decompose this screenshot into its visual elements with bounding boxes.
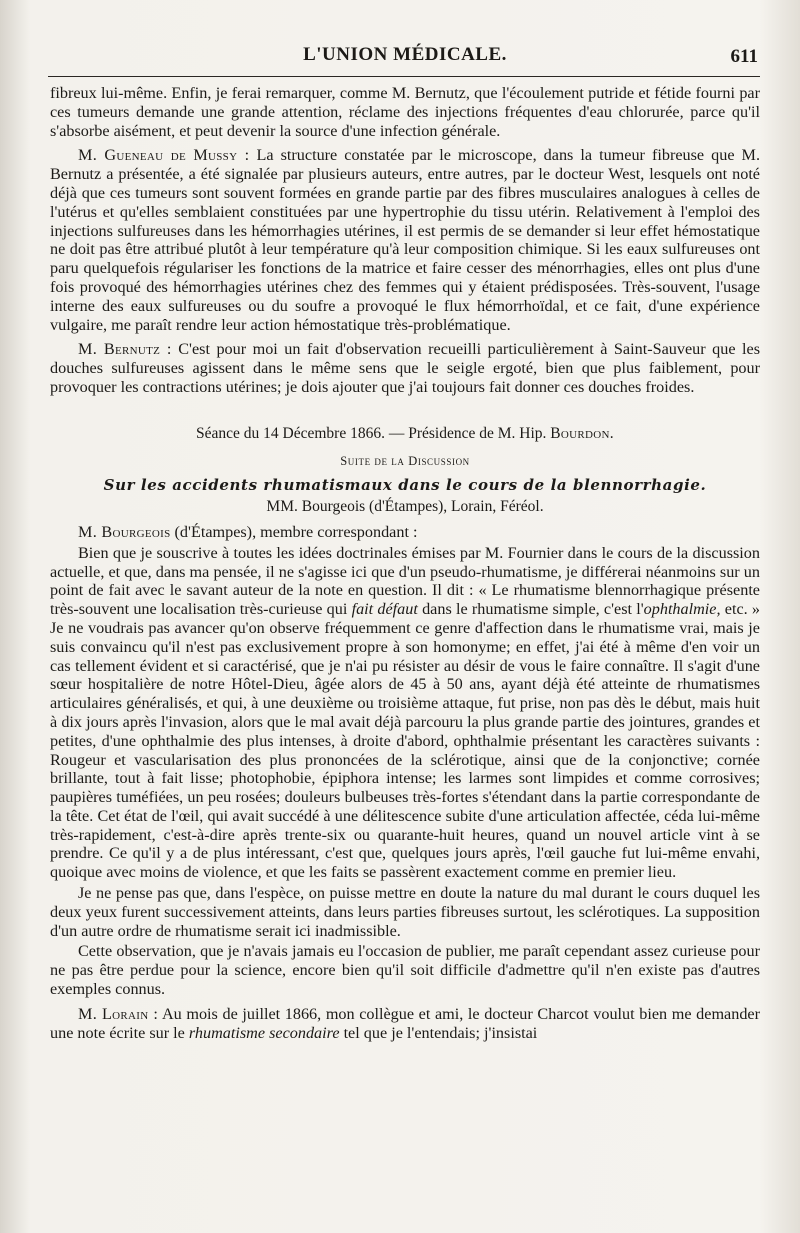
paragraph-text: C'est pour moi un fait d'observation recueilli particulièrement à Saint-Sauveur que les douches sulfureuses agissent dans le même sens que le seigle ergoté, bien que plus faiblement, pour provoquer les contractions utérines; je dois ajouter que j'ai toujours fait donner ces douches froides. xyxy=(50,340,760,396)
speaker-name: M. Bernutz : xyxy=(78,340,172,359)
page-header xyxy=(48,38,762,72)
section-title: Sur les accidents rhumatismaux dans le cours de la blennorrhagie. xyxy=(103,476,707,495)
speakers-line: MM. Bourgeois (d'Étampes), Lorain, Féréol. xyxy=(266,498,544,516)
paragraph-bourgeois-intro xyxy=(50,523,760,542)
paragraph-lorain xyxy=(50,1005,760,1043)
paragraph-bernutz xyxy=(50,340,760,396)
paragraph-continuation: fibreux lui-même. Enfin, je ferai remarquer, comme M. Bernutz, que l'écoulement putride et fétide fourni par ces tumeurs demande une grande attention, réclame des injections fréquentes d'eau chlorurée, parce qu'il s'absorbe aisément, et peut devenir la source d'une infection générale. xyxy=(50,84,760,140)
paragraph-bourgeois-body xyxy=(50,544,760,882)
paragraph-nature-du-mal: Je ne pense pas que, dans l'espèce, on puisse mettre en doute la nature du mal durant le cours duquel les deux yeux furent successivement atteints, dans leurs parties fibreuses surtout, les sclérotiques. La supposition d'un autre ordre de rhumatisme serait ici inadmissible. xyxy=(50,884,760,940)
emphasis-text: fait défaut xyxy=(351,600,418,619)
seance-heading xyxy=(50,425,760,444)
speaker-name: M. Lorain : xyxy=(78,1004,159,1023)
paragraph-text: tel que je l'entendais; j'insistai xyxy=(339,1023,538,1042)
header-rule xyxy=(48,76,760,77)
paragraph-gueneau-de-mussy xyxy=(50,146,760,334)
seance-president: Bourdon. xyxy=(550,424,614,442)
paragraph-text: Bien que je souscrive à toutes les idées doctrinales émises par M. Fournier dans le cours de la discussion actuelle, et que, dans ma pensée, il ne s'agisse ici que d'un pseudo-rhumatisme, je différerai néanmoins sur un point de fait avec le savant auteur de la note en question. Il dit : « Le rhumatisme blennorrhagique présente très-souvent une localisation très-curieuse qui xyxy=(50,543,760,619)
paragraph-text: etc. » Je ne voudrais pas avancer qu'on observe fréquemment ce genre d'affection dans le rhumatisme vrai, mais je suis convaincu qu'il n'est pas exclusivement propre à son homonyme; en effet, j'ai été à même d'en voir un cas tellement évident et si caractérisé, que je n'ai pu résister au désir de vous le faire connaître. Il s'agit d'une sœur hospitalière de notre Hôtel-Dieu, âgée alors de 45 à 50 ans, ayant déjà été atteinte de rhumatismes articulaires généralisés, et qui, à une deuxième ou troisième attaque, fut prise, non pas dès le début, mais huit à dix jours après l'invasion, alors que le mal avait déjà parcouru la plus grande partie des jointures, grandes et petites, d'une ophthalmie des plus intenses, à droite d'abord, ophthalmie présentant les caractères suivants : Rougeur et vascularisation des plus prononcées de la sclérotique, ainsi que de la conjonctive; cornée brillante, tout à fait lisse; photophobie, épiphora intense; les larmes sont limpides et comme corrosives; paupières tuméfiées, un peu rosées; douleurs bulbeuses très-fortes s'étendant dans la partie correspondante de la tête. Cet état de l'œil, qui avait succédé à une délitescence subite d'une articulation affectée, céda lui-même très-rapidement, c'est-à-dire après trente-six ou quarante-huit heures, quand un nouvel article vint à se prendre. Ce qu'il y a de plus intéressant, c'est que, quelques jours après, l'œil gauche fut lui-même envahi, quoique avec moins de violence, et que les faits se passèrent exactement comme en premier lieu. xyxy=(50,600,760,882)
emphasis-text: rhumatisme secondaire xyxy=(188,1023,340,1042)
page-body xyxy=(50,84,760,1042)
seance-text: Séance du 14 Décembre 1866. — Présidence de M. Hip. xyxy=(196,424,551,442)
running-title: L'UNION MÉDICALE. xyxy=(303,44,507,65)
page-number: 611 xyxy=(730,46,758,67)
speaker-name: M. Bourgeois xyxy=(78,522,171,541)
paragraph-observation: Cette observation, que je n'avais jamais eu l'occasion de publier, me paraît cependant assez curieuse pour ne pas être perdue pour la science, encore bien qu'il soit difficile d'admettre qu'il n'en existe pas d'autres exemples connus. xyxy=(50,942,760,999)
suite-heading: Suite de la Discussion xyxy=(340,453,470,468)
paragraph-text: dans le rhumatisme simple, c'est l' xyxy=(417,600,644,619)
paragraph-text: Au mois de juillet 1866, mon collègue et ami, le docteur Charcot voulut bien me demander une note écrite sur le xyxy=(50,1004,760,1042)
paragraph-text: (d'Étampes), membre correspondant : xyxy=(170,522,418,541)
paragraph-text: La structure constatée par le microscope, dans la tumeur fibreuse que M. Bernutz a présentée, a été signalée par plusieurs auteurs, entre autres, par le docteur West, lesquels ont noté déjà que ces tumeurs sont souvent formées en grande partie par des fibres musculaires analogues à celles de l'utérus et qu'elles semblaient constituées par une hypertrophie du tissu utérin. Relativement à l'emploi des injections sulfureuses dans les hémorrhagies utérines, il est permis de se demander si leur effet hémostatique ne doit pas être attribué plutôt à leur température qu'à leur composition chimique. Si les eaux sulfureuses ont paru quelquefois régulariser les fonctions de la matrice et faire cesser des ménorrhagies, elles ont plus d'une fois provoqué des hémorrhagies utérines chez des femmes qui y étaient prédisposées. Très-souvent, l'usage interne des eaux sulfureuses ou du soufre a provoqué le flux hémorrhoïdal, et ce fait, d'une expérience vulgaire, me paraît rendre leur action hémostatique très-problématique. xyxy=(50,146,760,334)
emphasis-text: ophthalmie, xyxy=(643,600,721,619)
speaker-name: M. Gueneau de Mussy : xyxy=(78,146,250,165)
